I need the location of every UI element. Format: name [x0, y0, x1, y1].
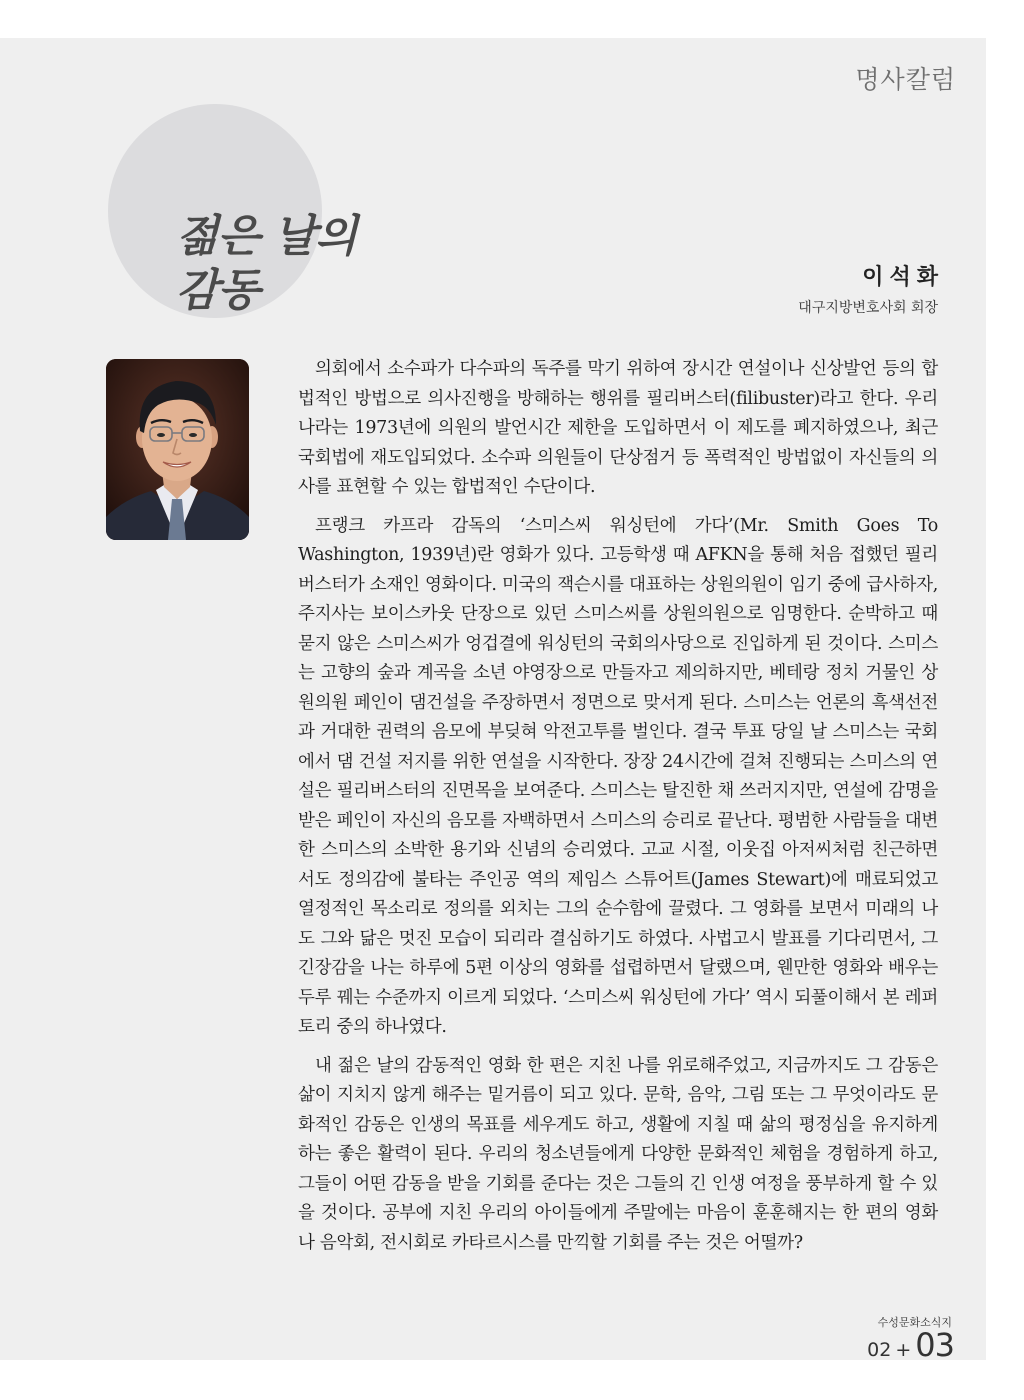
article-paragraph: 내 젊은 날의 감동적인 영화 한 편은 지친 나를 위로해주었고, 지금까지도 그 감동은 삶이 지치지 않게 해주는 밑거름이 되고 있다. 문학, 음악, 그림 또는 그 무엇이라도 문화적인 감동은 인생의 목표를 세우게도 하고, 생활에 지칠 때 삶의 평정심을 유지하게 하는 좋은 활력이 된다. 우리의 청소년들에게 다양한 문화적인 체험을 경험하게 하고, 그들이 어떤 감동을 받을 기회를 준다는 것은 그들의 긴 인생 여정을 풍부하게 할 수 있을 것이다. 공부에 지친 우리의 아이들에게 주말에는 마음이 훈훈해지는 한 편의 영화나 음악회, 전시회로 카타르시스를 만끽할 기회를 주는 것은 어떨까?: [298, 1055, 938, 1253]
author-portrait: [106, 359, 249, 540]
portrait-illustration: [106, 359, 249, 540]
magazine-name: 수성문화소식지: [877, 1316, 952, 1329]
author-name: 이석화: [862, 265, 944, 290]
section-label: 명사칼럼: [855, 65, 956, 94]
page-numbers: [867, 1326, 954, 1366]
article-title: [176, 210, 356, 318]
article-body: [298, 355, 938, 1267]
article-paragraph: 의회에서 소수파가 다수파의 독주를 막기 위하여 장시간 연설이나 신상발언 등의 합법적인 방법으로 의사진행을 방해하는 행위를 필리버스터(filibuster)라고 한다. 우리나라는 1973년에 의원의 발언시간 제한을 도입하면서 이 제도를 폐지하였으나, 최근 국회법에 재도입되었다. 소수파 의원들이 단상점거 등 폭력적인 방법없이 자신들의 의사를 표현할 수 있는 합법적인 수단이다.: [298, 359, 938, 497]
page-number-right: 03: [915, 1326, 954, 1364]
title-line-1: 젊은 날의: [176, 211, 357, 262]
page-footer: [867, 1314, 954, 1366]
author-role: 대구지방변호사회 회장: [798, 300, 938, 316]
author-block: [798, 260, 944, 317]
title-line-2: 감동: [176, 265, 260, 316]
article-paragraph: 프랭크 카프라 감독의 ‘스미스씨 워싱턴에 가다’(Mr. Smith Goes To Washington, 1939년)란 영화가 있다. 고등학생 때 AFKN을 통해 처음 접했던 필리버스터가 소재인 영화이다. 미국의 잭슨시를 대표하는 상원의원이 임기 중에 급사하자, 주지사는 보이스카웃 단장으로 있던 스미스씨를 상원의원으로 임명한다. 순박하고 때 묻지 않은 스미스씨가 엉겁결에 워싱턴의 국회의사당으로 진입하게 된 것이다. 스미스는 고향의 숲과 계곡을 소년 야영장으로 만들자고 제의하지만, 베테랑 정치 거물인 상원의원 페인이 댐건설을 주장하면서 정면으로 맞서게 된다. 스미스는 언론의 흑색선전과 거대한 권력의 음모에 부딪혀 악전고투를 벌인다. 결국 투표 당일 날 스미스는 국회에서 댐 건설 저지를 위한 연설을 시작한다. 장장 24시간에 걸쳐 진행되는 스미스의 연설은 필리버스터의 진면목을 보여준다. 스미스는 탈진한 채 쓰러지지만, 연설에 감명을 받은 페인이 자신의 음모를 자백하면서 스미스의 승리로 끝난다. 평범한 사람들을 대변한 스미스의 소박한 용기와 신념의 승리였다. 고교 시절, 이웃집 아저씨처럼 친근하면서도 정의감에 불타는 주인공 역의 제임스 스튜어트(James Stewart)에 매료되었고 열정적인 목소리로 정의를 외치는 그의 순수함에 끌렸다. 그 영화를 보면서 미래의 나도 그와 닮은 멋진 모습이 되리라 결심하기도 하였다. 사법고시 발표를 기다리면서, 그 긴장감을 나는 하루에 5편 이상의 영화를 섭렵하면서 달랬으며, 웬만한 영화와 배우는 두루 꿰는 수준까지 이르게 되었다. ‘스미스씨 워싱턴에 가다’ 역시 되풀이해서 본 레퍼토리 중의 하나였다.: [298, 515, 938, 1037]
page-number-left: 02: [867, 1339, 892, 1361]
page-separator: +: [895, 1339, 912, 1361]
